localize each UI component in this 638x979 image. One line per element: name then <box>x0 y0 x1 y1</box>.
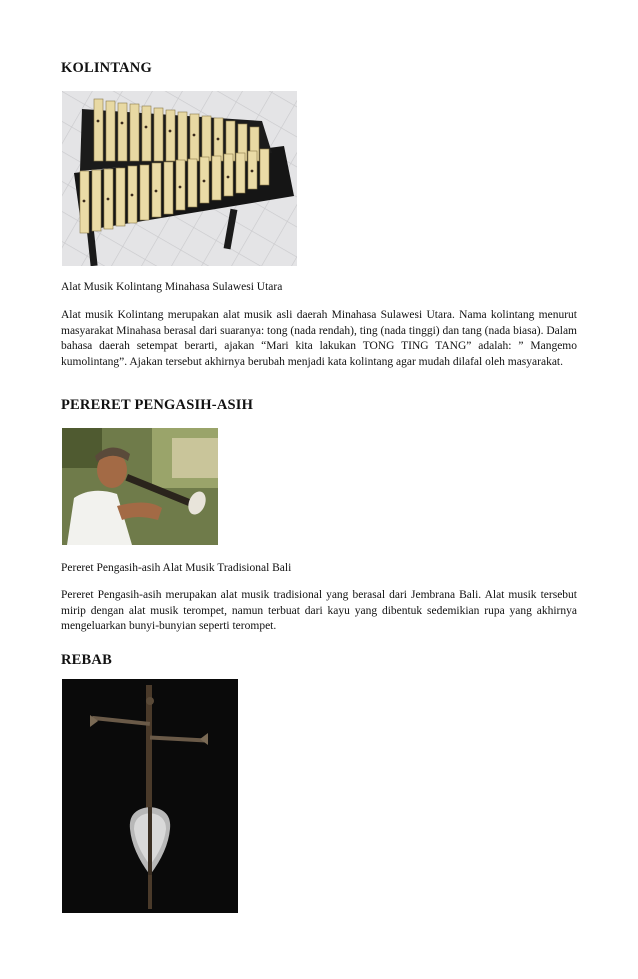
kolintang-photo <box>62 91 297 266</box>
caption-pereret: Pereret Pengasih-asih Alat Musik Tradisional Bali <box>61 562 292 574</box>
heading-rebab: REBAB <box>61 652 112 668</box>
pereret-photo <box>62 428 218 545</box>
heading-kolintang: KOLINTANG <box>61 60 152 76</box>
paragraph-pereret: Pereret Pengasih-asih merupakan alat musik tradisional yang berasal dari Jembrana Bali. Alat musik tersebut mirip dengan alat musik terompet, namun terbuat dari kayu yang dibentuk sedemikian rupa yang akhirnya mengeluarkan bunyi-bunyian seperti terompet. <box>61 589 577 633</box>
heading-pereret: PERERET PENGASIH-ASIH <box>61 397 254 413</box>
paragraph-kolintang: Alat musik Kolintang merupakan alat musik asli daerah Minahasa Sulawesi Utara. Nama kolintang menurut masyarakat Minahasa berasal dari suaranya: tong (nada rendah), ting (nada tinggi) dan tang (nada biasa). Dalam bahasa daerah setempat berarti, ajakan “Mari kita lakukan TONG TING TANG” adalah: ” Mangemo kumolintang”. Ajakan tersebut akhirnya berubah menjadi kata kolintang agar mudah dilafal oleh masyarakat. <box>61 309 577 368</box>
rebab-photo <box>62 679 238 913</box>
caption-kolintang: Alat Musik Kolintang Minahasa Sulawesi Utara <box>61 281 283 293</box>
